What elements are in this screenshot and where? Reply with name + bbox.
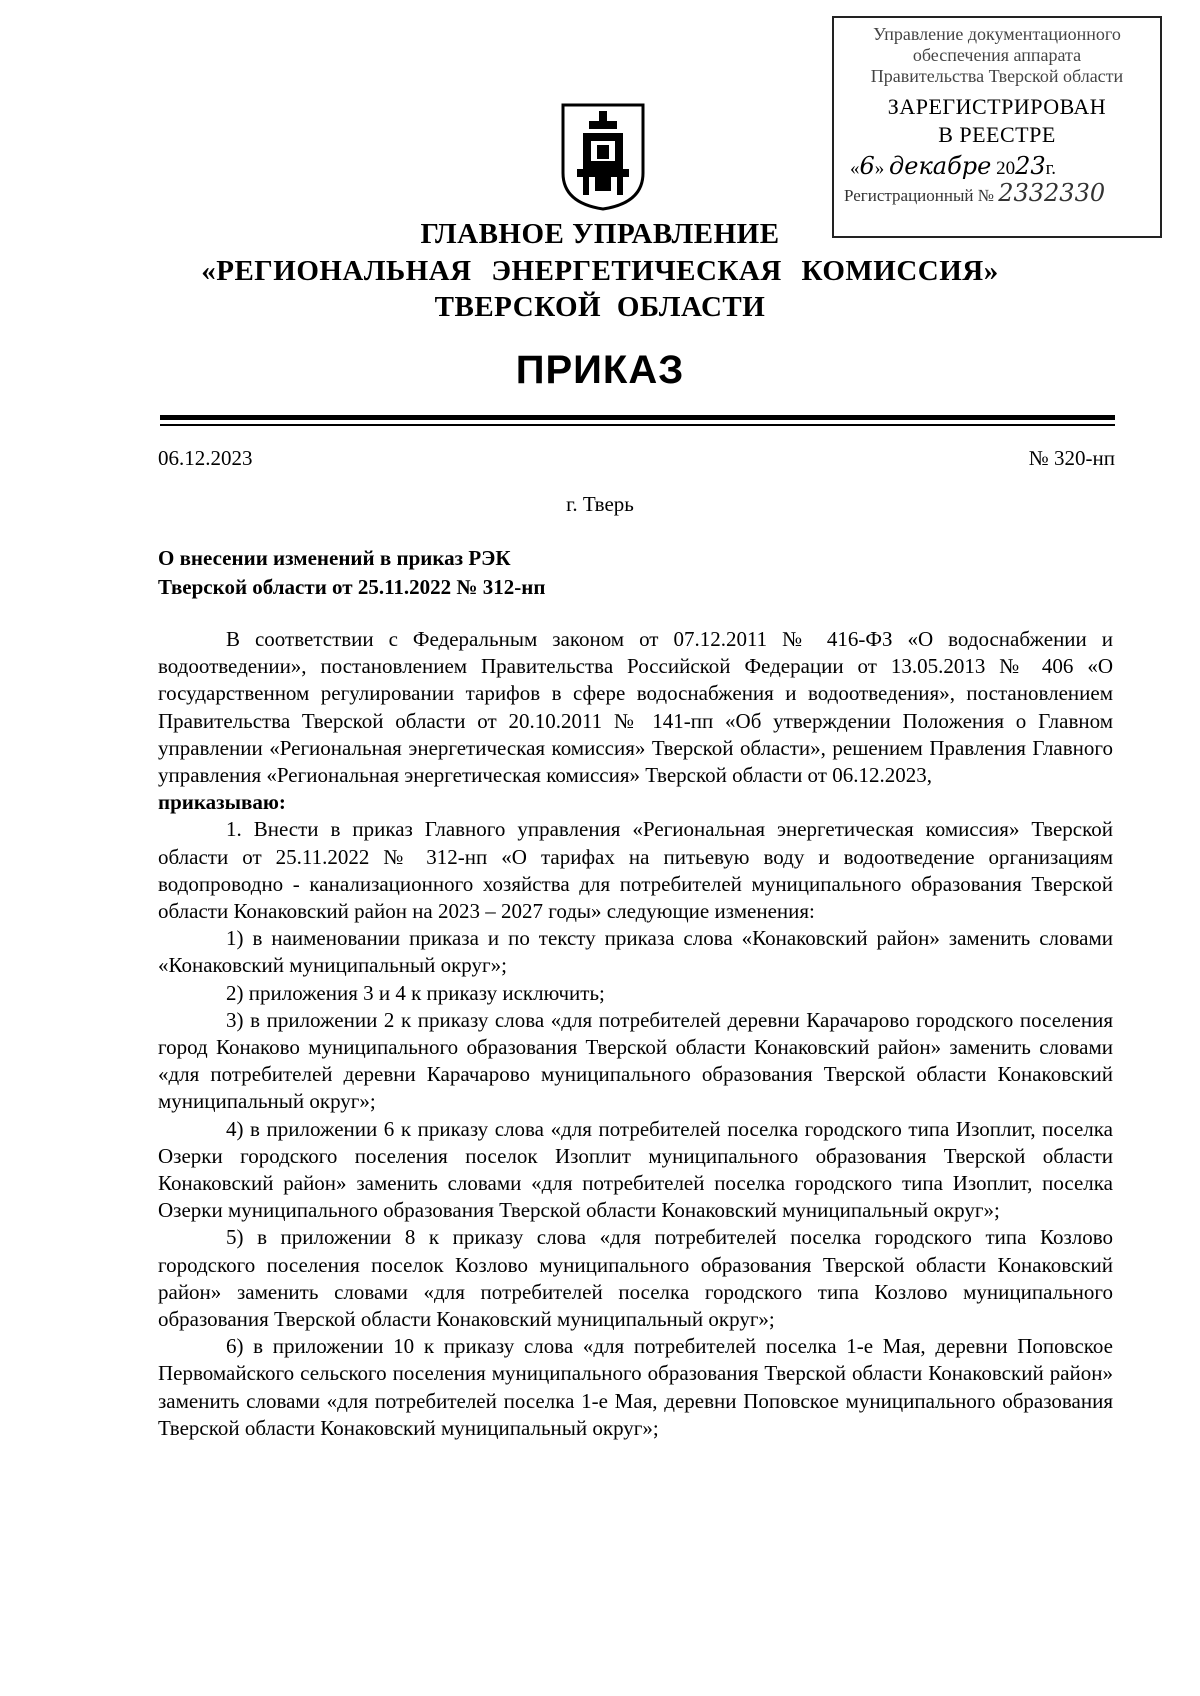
subitem-3: 3) в приложении 2 к приказу слова «для потребителей деревни Карачарово городского поселения город Конаково муниципального образования Тверской области Конаковский район» заменить словами «для потребителей деревни Карачарово муниципального образования Тверской области Конаковский муниципальный округ»; (158, 1007, 1113, 1114)
subitem-4: 4) в приложении 6 к приказу слова «для потребителей поселка городского типа Изоплит, поселка Озерки городского поселения поселок Изоплит муниципального образования Тверской области Конаковский район» заменить словами «для потребителей поселка городского типа Изоплит, поселка Озерки муниципального образования Тверской области Конаковский муниципальный округ»; (158, 1116, 1113, 1223)
stamp-year-suffix: 23 (1015, 152, 1046, 180)
order-word: приказываю: (158, 790, 286, 815)
org-name-line3: ТВЕРСКОЙ ОБЛАСТИ (434, 291, 766, 323)
stamp-reg-number: Регистрационный № 2332330 (844, 179, 1106, 207)
order-city: г. Тверь (566, 492, 634, 516)
stamp-day: 6 (859, 152, 875, 180)
stamp-status: ЗАРЕГИСТРИРОВАН В РЕЕСТРЕ (887, 94, 1107, 147)
stamp-year-prefix: 20 (996, 158, 1016, 179)
stamp-year-end: г. (1045, 158, 1057, 179)
subitem-5: 5) в приложении 8 к приказу слова «для потребителей поселка городского типа Козлово городского поселения поселок Козлово муниципального образования Тверской области Конаковский район» заменить словами «для потребителей поселка городского типа Козлово муниципального образования Тверской области Конаковский муниципальный округ»; (158, 1225, 1113, 1332)
registration-stamp (832, 16, 1162, 238)
subitem-6: 6) в приложении 10 к приказу слова «для потребителей поселка 1-е Мая, деревни Поповское Первомайского сельского поселения муниципального образования Тверской области Конаковский район» заменить словами «для потребителей поселка 1-е Мая, деревни Поповское муниципального образования Тверской области Конаковский муниципальный округ»; (158, 1334, 1113, 1440)
preamble-paragraph: В соответствии с Федеральным законом от 07.12.2011 № 416-ФЗ «О водоснабжении и водоотведении», постановлением Правительства Российской Федерации от 13.05.2013 № 406 «О государственном регулировании тарифов в сфере водоснабжения и водоотведения», постановлением Правительства Тверской области от 20.10.2011 № 141-пп «Об утверждении Положения о Главном управлении «Региональная энергетическая комиссия» Тверской области», решением Правления Главного управления «Региональная энергетическая комиссия» Тверской области от 06.12.2023, (158, 627, 1113, 788)
stamp-date: «6» декабре 2023г. (850, 152, 1057, 180)
order-number: № 320-нп (1028, 446, 1115, 470)
header-rule-thin (160, 424, 1115, 426)
doc-type-title: ПРИКАЗ (515, 348, 685, 392)
subitem-2: 2) приложения 3 и 4 к приказу исключить; (226, 980, 605, 1005)
item-1: 1. Внести в приказ Главного управления «Региональная энергетическая комиссия» Тверской области от 25.11.2022 № 312-нп «О тарифах на питьевую воду и водоотведение организациям водопроводно - канализационного хозяйства для потребителей муниципального образования Тверской области Конаковский район на 2023 – 2027 годы» следующие изменения: (158, 817, 1113, 924)
order-title: О внесении изменений в приказ РЭК Тверской области от 25.11.2022 № 312-нп (158, 546, 546, 599)
order-date: 06.12.2023 (158, 446, 253, 470)
stamp-department: Управление документационного обеспечения аппарата Правительства Тверской области (870, 24, 1124, 86)
subitem-1: 1) в наименовании приказа и по тексту приказа слова «Конаковский район» заменить словами «Конаковский муниципальный округ»; (158, 926, 1113, 978)
stamp-month: декабре (889, 152, 992, 180)
order-body (158, 626, 1113, 1442)
org-name-line1: ГЛАВНОЕ УПРАВЛЕНИЕ (420, 218, 780, 250)
coat-of-arms-icon (561, 103, 645, 211)
header-rule-thick (160, 415, 1115, 420)
org-name-line2: «РЕГИОНАЛЬНАЯ ЭНЕРГЕТИЧЕСКАЯ КОМИССИЯ» (201, 255, 999, 287)
